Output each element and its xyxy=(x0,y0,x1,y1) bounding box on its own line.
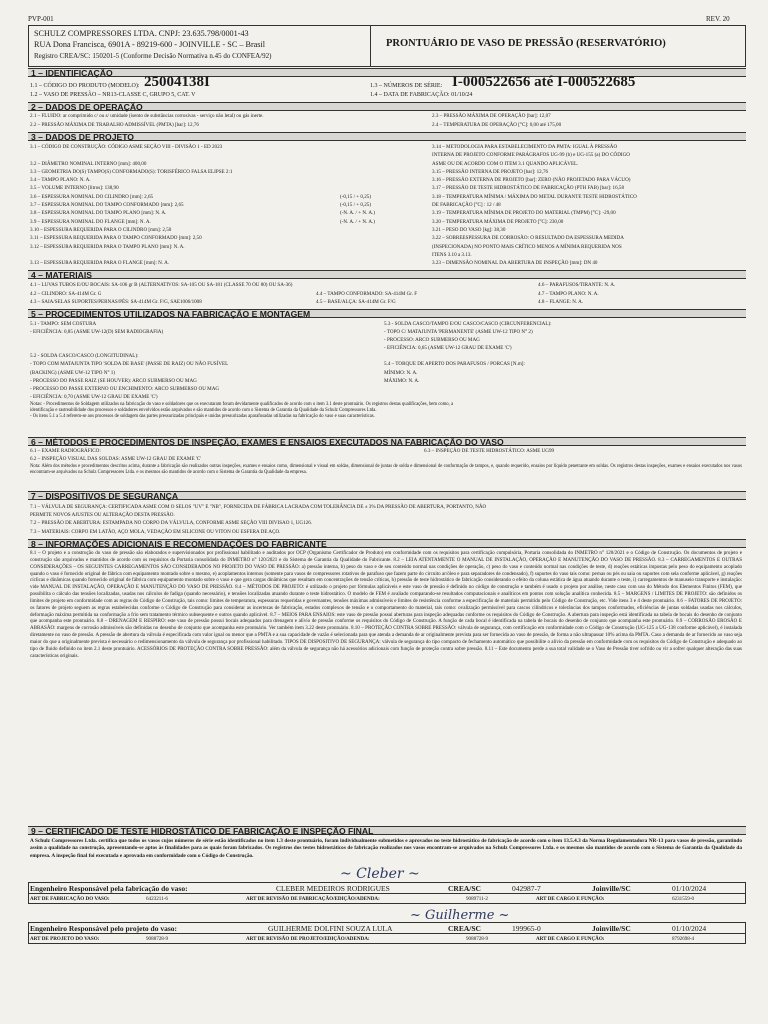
proj-date: 01/10/2024 xyxy=(672,924,707,933)
procedure-note-line: - Os itens 5.1 a 5.4 referem-se aos processos de soldagem das partes pressurizadas principais e unidas pressurizadas aparafusadas utilizadas na fabricação do vaso e suas características. xyxy=(30,414,375,419)
safety-devices xyxy=(30,503,486,536)
safety-device-line: 7.2 – PRESSÃO DE ABERTURA: ESTAMPADA NO CORPO DA VÁLVULA, CONFORME ASME SEÇÃO VIII DIVISAO 1, UG126. xyxy=(30,520,313,527)
procedure-line: (BACKING) (ASME UW-12 TIPO N° 1) xyxy=(30,369,115,376)
procedure-line: - EFICIÊNCIA: 0,70 (ASME UW-12 GRAU DE EXAME 'C') xyxy=(30,393,158,400)
design-data-line: 3.1 – CÓDIGO DE CONSTRUÇÃO: CÓDIGO ASME SEÇÃO VIII - DIVISÃO 1 - ED 2023 xyxy=(30,144,223,150)
section-1-heading: 1 – IDENTIFICAÇÃO xyxy=(28,68,746,77)
product-code: 25004138I xyxy=(144,74,210,90)
fab-rev: 9089711-2 xyxy=(466,896,488,902)
mat-tubes: 4.1 – LUVAS TUBOS E/OU BOCAIS: SA-106 gr B (ALTERNATIVOS: SA-105 OU SA-181 (CLASSE 70 OU 80) OU SA-36) xyxy=(30,282,293,288)
signature-fabrication: ~ Cleber ~ xyxy=(340,866,420,882)
mat-base: 4.5 – BASE/ALÇA: SA-414M Gr. F/G xyxy=(316,299,396,305)
tolerance-line: (-0,15 / + 0,25) xyxy=(340,202,372,209)
procedure-line: MÍNIMO: N. A. xyxy=(384,369,418,376)
design-data-line: 3.2 – DIÂMETRO NOMINAL INTERNO [mm]: 400,00 xyxy=(30,160,147,167)
design-data-line: 3.13 – ESPESSURA REQUERIDA PARA O FLANGE [mm]: N. A. xyxy=(30,260,170,267)
procedure-line xyxy=(30,336,228,344)
design-data-line: 3.21 – PESO DO VASO [kg]: 38,30 xyxy=(432,226,506,233)
proj-cargo: 8792698-4 xyxy=(672,936,695,942)
design-data-line: 3.10 – ESPESSURA REQUERIDA PARA O CILINDRO [mm]: 2,50 xyxy=(30,226,172,233)
max-op-pressure: 2.3 – PRESSÃO MÁXIMA DE OPERAÇÃO [bar]: 12,07 xyxy=(432,113,551,119)
fab-city: Joinville/SC xyxy=(592,884,631,893)
additional-info: 8.1 – O projeto e a construção do vaso de pressão são elaborados e supervisionados por profissional habilitado e auditados por OCP (Organismo Certificador de Produto) em conformidade com os requisitos para certificação compulsória, Portaria consolidada do INMETRO n° 120/2021 e o Código de Construção. Os documentos de projeto e construção são arquivados e mantidos de acordo com os requisitos da Portaria consolidada do INMETRO n° 120/2021 e do Sistema de Garantia da Qualidade do Fabricante. 8.2 – LEIA ATENTAMENTE O MANUAL DE INSTALAÇÃO, OPERAÇÃO E MANUTENÇÃO DO VASO DE PRESSÃO. 8.3 – CARREGAMENTOS E OUTRAS CONSIDERAÇÕES – OS SEGUINTES CARREGAMENTOS SÃO CONSIDERADOS NO PROJETO DO VASO DE PRESSÃO: a) pressão interna, b) peso do vaso e de seu conteúdo normal nas condições de operação, c) peso do vaso e conteúdo normal nas condições de teste, d) reações estáticas impostas pelo peso do equipamento acoplado quando o vaso é fornecido original de fábrica com equipamento montado sobre o mesmo, e) acoplamentos internos (somente para vasos de compressores rotativos de parafuso que fazem parte do circuito ar/óleo e para separadores de condensado), f) suportes do vaso tais como: pernas ou pés ou saia ou suportes com sela conforme aplicável, g) reações cíclicas e dinâmicas quando fornecido original de fábrica com equipamento montado sobre o vaso e que gera cargas dinâmicas que resultam em concentrações de tensão críticas, h) pressão de teste hidrostático de fabricação considerando o efeito da coluna estática de água atuando durante o teste, i) carregamentos de manuseio transporte e instalação: vide MANUAL DE INSTALAÇÃO, OPERAÇÃO E MANUTENÇÃO DO VASO DE PRESSÃO. 8.4 – MÉTODOS DE PROJETO: é utilizado o projeto por fórmulas aplicáveis e este vaso de pressão é definido no código de construção e também é usado o projeto por análise, neste caso com uso do Método dos Elementos Finitos (FEM), que possibilita o cálculo das tensões localizadas, usadas nos cálculos de fadiga (quando necessário), e tensões localizadas atuando durante o teste hidrostático. O modelo de FEM é avaliado comparando-se resultados computacionais e analíticos em pontos com solução analítica conhecida. 8.5 – MARGENS / LIMITES DE PROJETO: são definidos os limites de projeto em conformidade com as regras do Código de Construção, tais como: limites de temperatura, espessuras requeridas e governantes, tensões máximas admissíveis e limites de resistência conforme a especificação de materiais permitido pelo Código de Construção, etc. Vide itens 3 e 4 deste prontuário. 8.6 – FATORES DE PROJETO: os fatores de projeto seguem as regras estabelecidas conforme o Código de Construção para considerar as incertezas de fabricação, estados complexos de tensão e o comportamento do material, tais como: ovalização permissível para cascos cilíndricos e tolerâncias dos tampos conformados, eficiências de juntas soldadas usadas nos cálculos, deformação máxima permitida na conformação a frio sem tratamento térmico subsequente e outros quando aplicável. 8.7 – MEIOS PARA ENSAIOS: este vaso de pressão possui aberturas para inspeção adequadas conforme os requisitos do Código de Construção. A abertura para inspeção está identificada na tabela de bocais do desenho de conjunto que acompanha este prontuário. 8.8 – DRENAGEM E RESPIRO: este vaso de pressão possui bocais adequados para drenagem e alívio de pressão conforme os requisitos do Código de Construção. A função de cada bocal é identificada na tabela de bocais do desenho de conjunto que acompanha este prontuário. 8.9 – CORROSÃO EROSÃO E ABRASÃO: margens de corrosão admissíveis são definidas no desenho de conjunto que acompanha este prontuário. Ver também item 3.22 deste prontuário. 8.10 – PROTEÇÃO CONTRA SOBRE PRESSÃO: válvula de segurança, com certificação em conformidade com o Código de Construção (UG-125 a UG-138 conforme aplicável), é instalada diretamente no vaso de pressão. A pressão de abertura da válvula é especificada com valor igual ou menor que a PMTA e a sua capacidade de vazão é selecionada para que atenda a demanda de ar originalmente prevista para ser fornecida ao vaso de pressão, de forma a não ultrapassar 10% acima da PMTA. Caso a demanda de ar fornecido ao vaso seja maior do que a originalmente prevista é necessário o redimensionamento da válvula de segurança por profissional habilitado. TIPOS DE DISPOSITIVO DE SEGURANÇA: válvula de segurança do tipo compacto de fechamento automático que possibilite o alívio da pressão em conformidade com os requisitos do Código de Construção e adequado ao tipo de fluido definido no item 2.1 deste prontuário. ACESSÓRIOS DE PROTEÇÃO CONTRA SOBRE PRESSÃO: além da válvula de segurança não há acessórios adicionais com função de proteção contra sobre pressão. 8.11 – Este documento perde a sua total validade se o Vaso de Pressão tiver sofrido ou vir a sofrer qualquer alteração das suas características originais. xyxy=(30,550,742,659)
procedure-line xyxy=(384,352,552,360)
product-label: 1.1 – CÓDIGO DO PRODUTO (MODELO): xyxy=(30,83,140,89)
address-line: RUA Dona Francisca, 6901A - 89219-600 - JOINVILLE - SC – Brasil xyxy=(34,40,266,49)
procedure-note-line: identificação e rastreabilidade dos processos e soldadores envolvidos estão arquivados e são mantidos de acordo com o Sistema de Garantia da Qualidade da Schulz Compressores Ltda. xyxy=(30,408,377,413)
design-data-line: 3.14 – METODOLOGIA PARA ESTABELECIMENTO DA PMTA: IGUAL À PRESSÃO xyxy=(432,144,618,150)
design-data-line: 3.18 – TEMPERATURA MÍNIMA / MÁXIMA DO METAL DURANTE TESTE HIDROSTÁTICO xyxy=(432,193,637,200)
design-data-line xyxy=(30,151,232,159)
fab-art-label: ART DE FABRICAÇÃO DO VASO: xyxy=(30,896,110,902)
design-data-line: 3.12 – ESPESSURA REQUERIDA PARA O TAMPO PLANO [mm]: N. A. xyxy=(30,243,185,250)
design-data-line xyxy=(30,251,232,259)
procedure-line: 5.1 - TAMPO: SEM COSTURA xyxy=(30,321,97,327)
procedures-notes xyxy=(30,402,453,420)
design-data-line: 3.22 – SOBREESPESSURA DE CORROSÃO: O RESULTADO DA ESPESSURA MEDIDA xyxy=(432,235,624,242)
fluid: 2.1 – FLUIDO: ar comprimido c/ ou s/ umidade (isento de substâncias corrosivas - serviço não letal) ou gás inerte. xyxy=(30,113,264,119)
tolerance-line: (-N. A. / + N. A.) xyxy=(340,210,375,217)
proj-art: 9088728-9 xyxy=(146,936,169,942)
tolerance-line: (-N. A. / + N. A.) xyxy=(340,218,375,225)
tolerance-line: (-0,15 / + 0,25) xyxy=(340,193,372,200)
mat-bolts: 4.6 – PARAFUSOS/TIRANTE: N. A. xyxy=(538,282,616,288)
mat-cylinder: 4.2 – CILINDRO: SA-414M Gr. G xyxy=(30,291,102,297)
fab-cargo-label: ART DE CARGO E FUNÇÃO: xyxy=(536,896,605,902)
procedure-note-line: Notas: - Procedimentos de Soldagem utilizados na fabricação do vaso e soldadores que os executaram foram devidamente qualificados de acordo com o item 3.1 deste prontuário. Os registros destas qualificações, bem como, a xyxy=(30,402,454,407)
section-4-heading: 4 – MATERIAIS xyxy=(28,270,746,279)
thickness-tolerances xyxy=(340,193,375,226)
section-9-heading: 9 – CERTIFICADO DE TESTE HIDROSTÁTICO DE FABRICAÇÃO E INSPEÇÃO FINAL xyxy=(28,826,746,835)
proj-cargo-label: ART DE CARGO E FUNÇÃO: xyxy=(536,936,605,942)
design-data-line: 3.4 – TAMPO PLANO: N. A. xyxy=(30,177,91,184)
fab-crea: 042987-7 xyxy=(512,884,541,893)
company-line: SCHULZ COMPRESSORES LTDA. CNPJ: 23.635.798/0001-43 xyxy=(34,29,249,38)
fab-date: 01/10/2024 xyxy=(672,884,707,893)
proj-art-label: ART DE PROJETO DO VASO: xyxy=(30,936,100,942)
design-data-line: 3.15 – PRESSÃO INTERNA DE PROJETO [bar]: 12,76 xyxy=(432,168,549,175)
section-2-heading: 2 – DADOS DE OPERAÇÃO xyxy=(28,102,746,111)
design-data-line: INTERNA DE PROJETO CONFORME PARÁGRAFOS UG-99 (b) e UG-155 (a) DO CÓDIGO xyxy=(432,152,630,159)
design-data-line: ITENS 3.10 a 3.13. xyxy=(432,251,472,258)
procedure-line: - PROCESSO DO PASSE EXTERNO OU ENCHIMENTO: ARCO SUBMERSO OU MAG xyxy=(30,385,220,392)
design-data-line: 3.17 – PRESSÃO DE TESTE HIDROSTÁTICO DE FABRICAÇÃO (PTH FAB) [bar]: 16,58 xyxy=(432,185,625,192)
procedure-line: MÁXIMO: N. A. xyxy=(384,377,420,384)
design-data-line: 3.9 – ESPESSURA NOMINAL DO FLANGE [mm]: N. A. xyxy=(30,218,151,225)
design-data-right xyxy=(432,143,637,267)
procedures-right xyxy=(384,320,552,385)
safety-device-line: 7.1 – VÁLVULA DE SEGURANÇA: CERTIFICADA ASME COM O SELOS "UV" E "NB", FORNECIDA DE FÁBRICA LACRADA COM TOLERÂNCIA DE ± 3% DA PRESSÃO DE ABERTURA, PORTANTO, NÃO xyxy=(30,504,487,510)
fab-engineer-label: Engenheiro Responsável pela fabricação do vaso: xyxy=(30,884,188,893)
design-data-line: 3.16 – PRESSÃO EXTERNA DE PROJETO [bar]: ZERO (NÃO PROJETADO PARA VÁCUO) xyxy=(432,177,631,184)
proj-engineer-name: GUILHERME DOLFINI SOUZA LULA xyxy=(268,924,393,933)
procedure-line xyxy=(30,344,228,352)
design-data-line: 3.20 – TEMPERATURA MÁXIMA DE PROJETO [°C]: 230,00 xyxy=(432,218,564,225)
design-data-line: ASME OU DE ACORDO COM O ITEM 3.1 QUANDO APLICÁVEL. xyxy=(432,160,579,167)
section-8-heading: 8 – INFORMAÇÕES ADICIONAIS E RECOMENDAÇÕES DO FABRICANTE xyxy=(28,539,746,548)
procedure-line: - PROCESSO: ARCO SUBMERSO OU MAG xyxy=(384,337,480,344)
design-data-line: 3.11 – ESPESSURA REQUERIDA PARA O TAMPO CONFORMADO [mm]: 2,50 xyxy=(30,235,202,242)
procedure-line: 5.3 - SOLDA CASCO/TAMPO E/OU CASCO/CASCO (CIRCUNFERENCIAL): xyxy=(384,321,552,327)
design-data-line: (INSPECIONADA) NO PONTO MAIS CRÍTICO MENOS A MÍNIMA REQUERIDA NOS xyxy=(432,243,622,250)
hydro-certificate: A Schulz Compressores Ltda. certifica que todos os vasos cujos números de série estão identificados no item 1.3 deste prontuário, foram individualmente submetidos e aprovados no teste hidrostático de fabricação de acordo com o item 13.5.4.3 da Norma Regulamentadora NR-13 para vasos de pressão, garantindo assim a qualidade na construção, apresentando-se aptos às finalidades para as quais foram fabricados. Os registros dos testes hidrostáticos de fabricação realizados nos vasos encontram-se arquivados na Schulz Compressores Ltda. e os mesmos são mantidos de acordo com o Sistema de Garantia da Qualidade da empresa. A inspeção final foi executada e aprovada em conformidade com o Código de Construção. xyxy=(30,838,742,859)
inspection-note: Nota: Além dos métodos e procedimentos descritos acima, durante a fabricação são realizados outras inspeções, exames e ensaios como, dimensional e visual em soldas, dimensional de juntas de solda e dimensional de conformação de tampos, e, quando requerido, ensaios por líquido penetrante em soldas. Os registros destas inspeções, exames e ensaios executados nos vasos encontram-se arquivados na Schulz Compressores Ltda. e os mesmos são mantidos de acordo com o Sistema de Garantia da Qualidade da empresa. xyxy=(30,464,742,475)
op-temp: 2.4 – TEMPERATURA DE OPERAÇÃO [°C]: 0,00 até 175,00 xyxy=(432,122,562,128)
registry-line: Registro CREA/SC: 150201-5 (Conforme Decisão Normativa n.45 do CONFEA/92) xyxy=(34,52,272,60)
design-data-line: DE FABRICAÇÃO [°C] : 12 / 48 xyxy=(432,202,501,209)
proj-engineer-label: Engenheiro Responsável pelo projeto do vaso: xyxy=(30,924,178,933)
fab-rev-label: ART DE REVISÃO DE FABRICAÇÃO/EDIÇÃO/ADENDA: xyxy=(246,896,380,902)
document-title: PRONTUÁRIO DE VASO DE PRESSÃO (RESERVATÓRIO) xyxy=(386,38,666,49)
safety-device-line: 7.3 – MATERIAIS: CORPO EM LATÃO, AÇO MOLA, VEDAÇÃO EM SILICONE OU VITON OU ESFERA DE AÇO. xyxy=(30,528,281,535)
procedure-line: - TOPO C/ MATAJUNTA 'PERMANENTE' (ASME UW-12 TIPO N° 2) xyxy=(384,329,533,336)
procedure-line: 5.4 – TORQUE DE APERTO DOS PARAFUSOS / PORCAS [N.m]: xyxy=(384,361,525,368)
section-7-heading: 7 – DISPOSITIVOS DE SEGURANÇA xyxy=(28,491,746,500)
procedure-line: 5.2 - SOLDA CASCO/CASCO (LONGITUDINAL): xyxy=(30,353,139,360)
fab-cargo: 6231559-0 xyxy=(672,896,695,902)
serial-range: I-000522656 até I-000522685 xyxy=(452,74,636,90)
fab-art: 6423211-6 xyxy=(146,896,168,902)
safety-device-line: PERMITE NOVOS AJUSTES OU ALTERAÇÃO DESTA PRESSÃO. xyxy=(30,512,175,519)
fabrication-date: 1.4 – DATA DE FABRICAÇÃO: 01/10/24 xyxy=(370,92,473,98)
mat-formed-head: 4.4 – TAMPO CONFORMADO: SA-414M Gr. F xyxy=(316,291,418,297)
hydro-inspection: 6.3 – INSPEÇÃO DE TESTE HIDROSTÁTICO: ASME UG99 xyxy=(424,448,555,454)
section-3-heading: 3 – DADOS DE PROJETO xyxy=(28,132,746,141)
design-data-line: 3.5 – VOLUME INTERNO [litros]: 138,90 xyxy=(30,185,119,192)
design-data-line: 3.23 – DIMENSÃO NOMINAL DA ABERTURA DE INSPEÇÃO [mm]: DN 40 xyxy=(432,260,598,267)
mat-flange: 4.8 – FLANGE: N. A. xyxy=(538,299,584,305)
design-data-line: 3.6 – ESPESSURA NOMINAL DO CILINDRO [mm]: 2,65 xyxy=(30,193,154,200)
fab-crea-label: CREA/SC xyxy=(448,884,481,893)
design-data-line: 3.3 – GEOMETRIA DO(S) TAMPO(S) CONFORMADO(S): TORISFÉRICO FALSA ELIPSE 2:1 xyxy=(30,168,233,175)
vessel-type: 1.2 – VASO DE PRESSÃO – NR13-CLASSE C, GRUPO 5, CAT. V xyxy=(30,92,196,98)
serial-label: 1.3 – NÚMEROS DE SÉRIE: xyxy=(370,83,443,89)
proj-rev: 9088728-9 xyxy=(466,936,489,942)
design-data-line: 3.8 – ESPESSURA NOMINAL DO TAMPO PLANO [mm]: N. A. xyxy=(30,210,167,217)
procedure-line: - EFICIÊNCIA: 0,85 (ASME UW-12(D) SEM RADIOGRAFIA) xyxy=(30,329,164,336)
proj-crea: 199965-0 xyxy=(512,924,541,933)
proj-crea-label: CREA/SC xyxy=(448,924,481,933)
proj-city: Joinville/SC xyxy=(592,924,631,933)
procedure-line: - EFICIÊNCIA: 0,65 (ASME UW-12 GRAU DE EXAME 'C') xyxy=(384,345,512,352)
radiographic-exam: 6.1 – EXAME RADIOGRÁFICO: xyxy=(30,448,101,454)
design-data-line: 3.7 – ESPESSURA NOMINAL DO TAMPO CONFORMADO [mm]: 2,65 xyxy=(30,202,184,209)
visual-inspection: 6.2 – INSPEÇÃO VISUAL DAS SOLDAS: ASME UW-12 GRAU DE EXAME 'C' xyxy=(30,456,202,462)
procedure-line: - PROCESSO DO PASSE RAIZ (SE HOUVER): ARCO SUBMERSO OU MAG xyxy=(30,377,197,384)
section-6-heading: 6 – MÉTODOS E PROCEDIMENTOS DE INSPEÇÃO, EXAMES E ENSAIOS EXECUTADOS NA FABRICAÇÃO DO VASO xyxy=(28,437,746,446)
procedure-line: - TOPO COM MATAJUNTA TIPO 'SOLDA DE BASE' (PASSE DE RAIZ) OU NÃO FUSÍVEL xyxy=(30,361,229,368)
pmta: 2.2 – PRESSÃO MÁXIMA DE TRABALHO ADMISSÍVEL (PMTA) [bar]: 12,76 xyxy=(30,122,199,128)
fab-engineer-name: CLEBER MEDEIROS RODRIGUES xyxy=(276,884,390,893)
revision: REV. 20 xyxy=(706,15,730,23)
design-data-left xyxy=(30,143,232,267)
proj-rev-label: ART DE REVISÃO DE PROJETO/EDIÇÃO/ADENDA: xyxy=(246,936,370,942)
section-5-heading: 5 – PROCEDIMENTOS UTILIZADOS NA FABRICAÇÃO E MONTAGEM xyxy=(28,309,746,318)
form-code: PVP-001 xyxy=(28,15,54,23)
mat-supports: 4.3 – SAIA/SELAS SUPORTES/PERNAS/PÉS: SA-414M Gr. F/G, SAE1006/1008 xyxy=(30,299,202,305)
design-data-line: 3.19 – TEMPERATURA MÍNIMA DE PROJETO DO MATERIAL (TMPM) [°C]: -29,00 xyxy=(432,210,616,217)
signature-project: ~ Guilherme ~ xyxy=(410,908,510,923)
procedures-left xyxy=(30,320,228,401)
mat-flat-head: 4.7 – TAMPO PLANO: N. A. xyxy=(538,291,599,297)
